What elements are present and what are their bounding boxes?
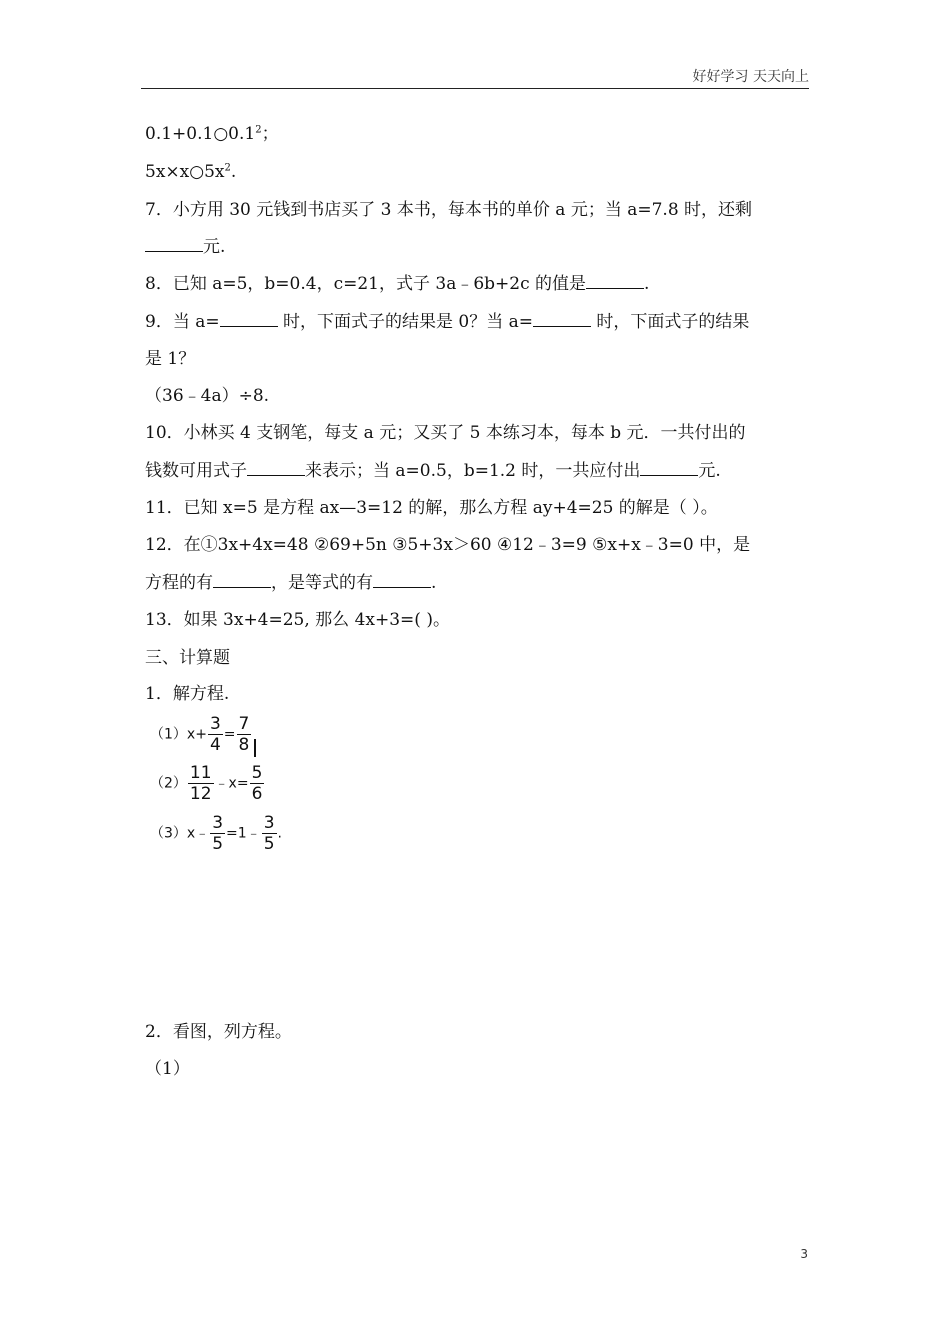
question-9-part-1: 9．当 a=	[145, 312, 220, 332]
answer-blank[interactable]	[145, 237, 203, 252]
question-9-line-2: 是 1？	[145, 349, 196, 369]
question-7-line-1: 7．小方用 30 元钱到书店买了 3 本书，每本书的单价 a 元；当 a=7.8 时，还剩	[145, 200, 753, 220]
numerator: 3	[209, 714, 221, 734]
answer-blank[interactable]	[586, 274, 644, 289]
equals-sign: =	[223, 726, 236, 743]
numerator: 5	[251, 763, 263, 783]
equation-2	[150, 764, 265, 803]
fraction	[262, 814, 277, 853]
question-9-expression: （36﹣4a）÷8.	[145, 386, 270, 406]
question-10-part-3: 元.	[698, 461, 721, 481]
question-12-part-1: 方程的有	[145, 573, 213, 593]
answer-blank[interactable]	[373, 573, 431, 588]
answer-blank[interactable]	[220, 312, 278, 327]
equation-3-mid: =1﹣	[226, 825, 261, 842]
fraction	[208, 715, 223, 754]
page-number: 3	[800, 1247, 808, 1261]
calc-1-title: 1．解方程.	[145, 684, 230, 704]
answer-blank[interactable]	[533, 312, 591, 327]
numerator: 3	[212, 813, 224, 833]
compare-line-2	[145, 162, 236, 182]
question-12-end: .	[431, 573, 437, 593]
fraction	[250, 764, 265, 803]
question-12-part-2: ，是等式的有	[271, 573, 373, 593]
answer-blank[interactable]	[213, 573, 271, 588]
section-3-title: 三、计算题	[145, 648, 230, 668]
question-12-line-1: 12．在①3x+4x=48 ②69+5n ③5+3x＞60 ④12﹣3=9 ⑤x+x﹣3=0 中，是	[145, 535, 751, 555]
equation-3	[150, 814, 282, 853]
compare-1-exponent: 2	[255, 124, 262, 136]
question-9-line-1	[145, 312, 749, 332]
question-9-part-2: 时，下面式子的结果是 0？当 a=	[277, 312, 534, 332]
calc-2-sub-1: （1）	[145, 1059, 190, 1079]
question-7-line-2	[145, 237, 225, 257]
denominator: 6	[251, 784, 263, 804]
equation-1-label: （1）	[150, 726, 187, 743]
equation-3-lhs: x﹣	[186, 825, 210, 842]
numerator: 7	[238, 714, 250, 734]
denominator: 4	[209, 735, 221, 755]
equation-3-end: .	[277, 825, 282, 842]
question-7-unit: 元.	[203, 237, 226, 257]
question-9-part-3: 时，下面式子的结果	[591, 312, 750, 332]
question-10-part-2: 来表示；当 a=0.5，b=1.2 时，一共应付出	[305, 461, 641, 481]
denominator: 12	[189, 784, 212, 804]
compare-2-exponent: 2	[224, 162, 231, 174]
question-10-line-1: 10．小林买 4 支钢笔，每支 a 元；又买了 5 本练习本，每本 b 元．一共付出的	[145, 423, 746, 443]
denominator: 5	[263, 834, 275, 854]
page-header	[141, 66, 809, 89]
question-10-line-2	[145, 461, 721, 481]
question-12-line-2	[145, 573, 436, 593]
denominator: 5	[212, 834, 224, 854]
question-8	[145, 274, 649, 294]
answer-blank[interactable]	[247, 461, 305, 476]
question-8-end: .	[644, 274, 650, 294]
calc-2-title: 2．看图，列方程。	[145, 1022, 292, 1042]
equation-2-mid: ﹣x=	[214, 775, 249, 792]
equation-1-lhs: x+	[186, 726, 207, 743]
question-8-text: 8．已知 a=5，b=0.4，c=21，式子 3a﹣6b+2c 的值是	[145, 274, 587, 294]
question-11: 11．已知 x=5 是方程 ax—3=12 的解，那么方程 ay+4=25 的解是（ ）。	[145, 498, 718, 518]
fraction	[237, 715, 252, 754]
compare-2-end: .	[230, 162, 237, 182]
equation-3-label: （3）	[150, 825, 187, 842]
question-13: 13．如果 3x+4=25, 那么 4x+3=( )。	[145, 610, 450, 630]
equation-2-label: （2）	[150, 775, 187, 792]
compare-line-1	[145, 124, 279, 144]
fraction	[188, 764, 214, 803]
denominator: 8	[238, 735, 250, 755]
compare-1-end: ；	[261, 124, 279, 144]
text-cursor	[254, 739, 256, 757]
compare-1-text: 0.1+0.1○0.1	[145, 124, 256, 144]
header-slogan: 好好学习 天天向上	[692, 69, 809, 85]
fraction	[210, 814, 225, 853]
answer-blank[interactable]	[640, 461, 698, 476]
compare-2-text: 5x×x○5x	[145, 162, 225, 182]
numerator: 11	[189, 763, 212, 783]
equation-1	[150, 715, 256, 757]
numerator: 3	[263, 813, 275, 833]
question-10-part-1: 钱数可用式子	[145, 461, 247, 481]
